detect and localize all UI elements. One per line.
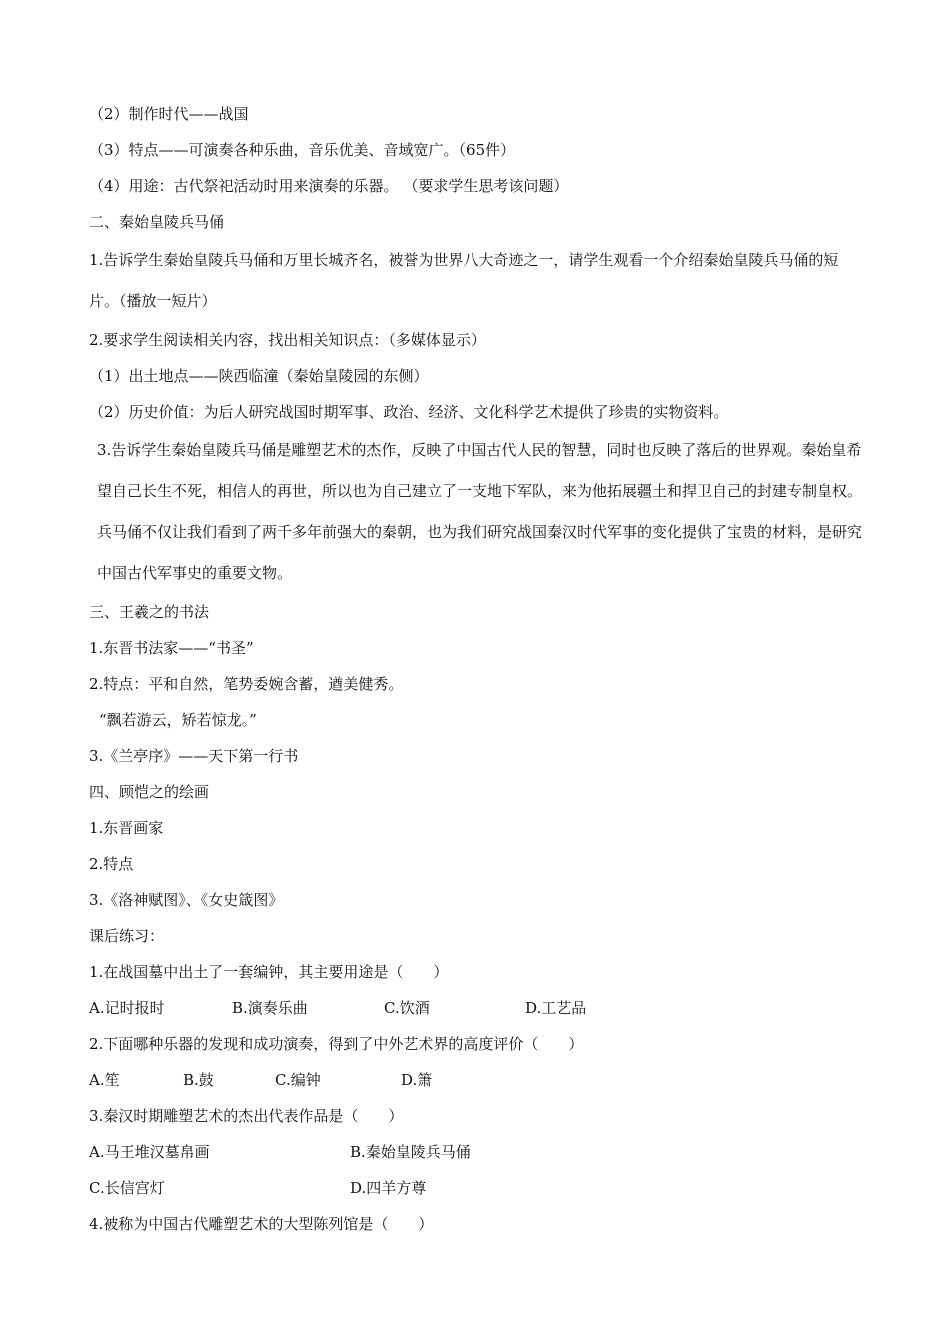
terracotta-location-line: （1）出土地点——陕西临潼（秦始皇陵园的东侧） <box>89 367 429 385</box>
question-2: 2.下面哪种乐器的发现和成功演奏，得到了中外艺术界的高度评价（ ） <box>89 1035 584 1053</box>
section-heading-painting: 四、顾恺之的绘画 <box>89 783 210 801</box>
calligraphy-quote: “飘若游云，矫若惊龙。” <box>99 711 257 729</box>
question-1-option-d: D.工艺品 <box>525 999 587 1017</box>
question-3-option-c: C.长信宫灯 <box>89 1179 165 1197</box>
calligraphy-item-2: 2.特点：平和自然，笔势委婉含蓄，遒美健秀。 <box>89 675 404 693</box>
question-1-option-a: A.记时报时 <box>89 999 165 1017</box>
terracotta-value-line: （2）历史价值：为后人研究战国时期军事、政治、经济、文化科学艺术提供了珍贵的实物资料。 <box>89 403 729 421</box>
question-3: 3.秦汉时期雕塑艺术的杰出代表作品是（ ） <box>89 1107 404 1125</box>
document-body <box>89 96 864 1242</box>
calligraphy-item-3: 3.《兰亭序》——天下第一行书 <box>89 747 299 765</box>
question-1-option-b: B.演奏乐曲 <box>232 999 308 1017</box>
painting-item-3: 3.《洛神赋图》、《女史箴图》 <box>89 891 284 909</box>
bell-era-line: （2）制作时代——战国 <box>89 105 249 123</box>
question-2-options <box>89 1062 864 1098</box>
section-heading-calligraphy: 三、王羲之的书法 <box>89 603 210 621</box>
question-3-options-row-1 <box>89 1134 864 1170</box>
question-2-option-c: C.编钟 <box>275 1071 321 1089</box>
question-3-option-b: B.秦始皇陵兵马俑 <box>350 1143 471 1161</box>
painting-item-2: 2.特点 <box>89 855 134 873</box>
terracotta-intro-paragraph: 1.告诉学生秦始皇陵兵马俑和万里长城齐名，被誉为世界八大奇迹之一，请学生观看一个介绍秦始皇陵兵马俑的短片。（播放一短片） <box>89 251 839 310</box>
question-2-option-a: A.笙 <box>89 1071 120 1089</box>
painting-item-1: 1.东晋画家 <box>89 819 164 837</box>
exercises-heading: 课后练习： <box>89 927 165 945</box>
question-1-option-c: C.饮酒 <box>384 999 430 1017</box>
question-3-option-a: A.马王堆汉墓帛画 <box>89 1143 210 1161</box>
question-2-option-d: D.箫 <box>401 1071 433 1089</box>
question-3-option-d: D.四羊方尊 <box>350 1179 427 1197</box>
question-3-options-row-2 <box>89 1170 864 1206</box>
section-heading-terracotta: 二、秦始皇陵兵马俑 <box>89 213 225 231</box>
question-4: 4.被称为中国古代雕塑艺术的大型陈列馆是（ ） <box>89 1215 434 1233</box>
question-1-options <box>89 990 864 1026</box>
bell-usage-line: （4）用途：古代祭祀活动时用来演奏的乐器。 （要求学生思考该问题） <box>89 177 569 195</box>
bell-feature-line: （3）特点——可演奏各种乐曲，音乐优美、音域宽广。（65件） <box>89 141 516 159</box>
calligraphy-item-1: 1.东晋书法家——“书圣” <box>89 639 254 657</box>
question-1: 1.在战国墓中出土了一套编钟，其主要用途是（ ） <box>89 963 449 981</box>
terracotta-reading-line: 2.要求学生阅读相关内容，找出相关知识点：（多媒体显示） <box>89 331 486 349</box>
question-2-option-b: B.鼓 <box>183 1071 214 1089</box>
terracotta-significance-paragraph: 3.告诉学生秦始皇陵兵马俑是雕塑艺术的杰作，反映了中国古代人民的智慧，同时也反映了落后的世界观。秦始皇希望自己长生不死，相信人的再世，所以也为自己建立了一支地下军队，来为他拓展疆土和捍卫自己的封建专制皇权。兵马俑不仅让我们看到了两千多年前强大的秦朝，也为我们研究战国秦汉时代军事的变化提供了宝贵的材料，是研究中国古代军事史的重要文物。 <box>97 441 863 582</box>
